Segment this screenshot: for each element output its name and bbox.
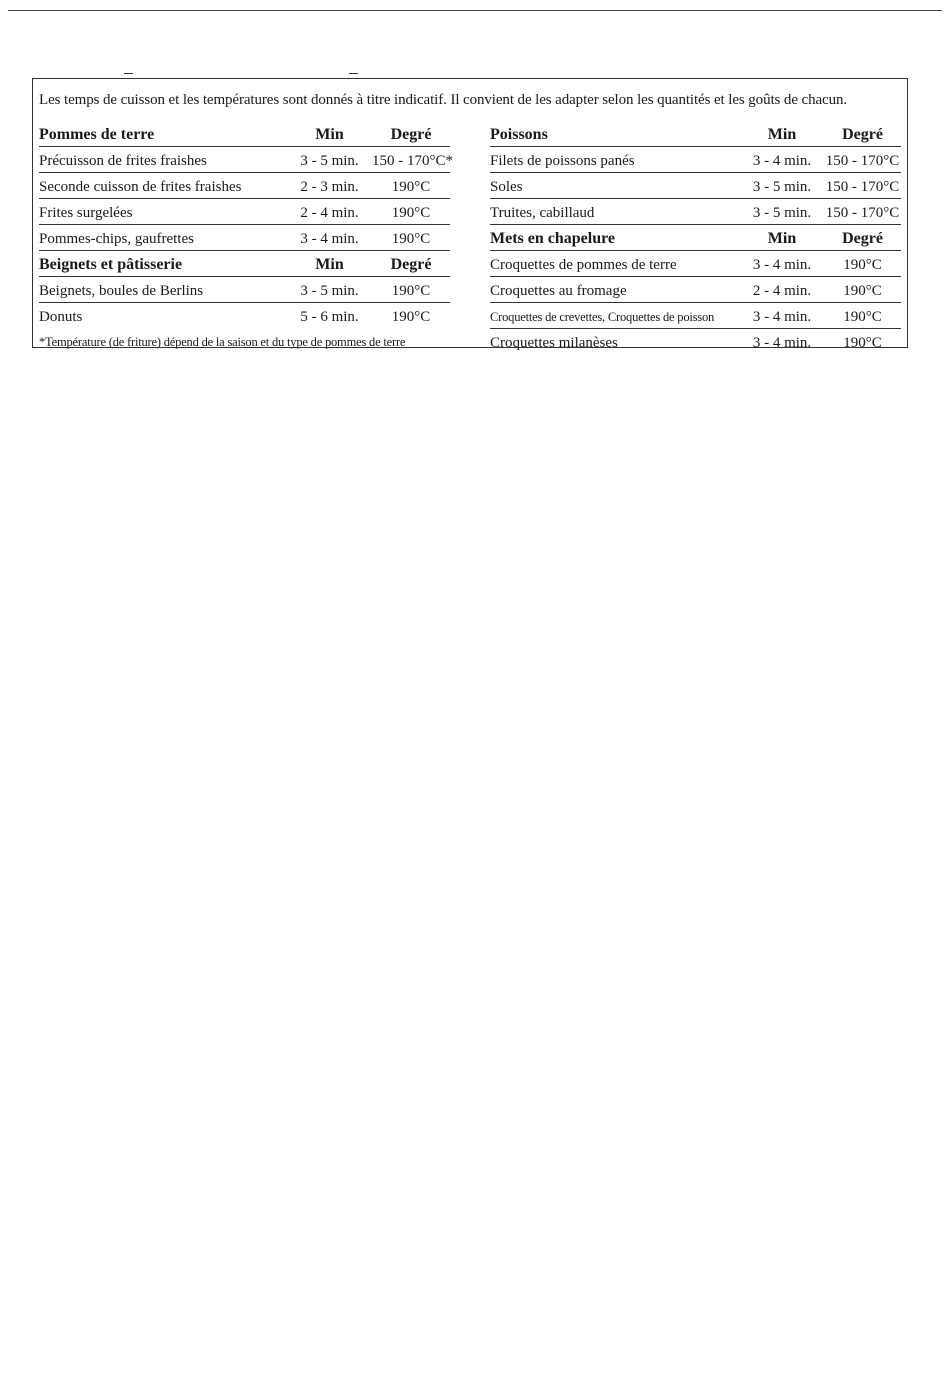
- section-header-beignets: [39, 251, 450, 277]
- table-row: [39, 199, 450, 225]
- item-temperature: 190°C: [824, 251, 901, 277]
- column-header-min: Min: [740, 225, 824, 251]
- item-temperature: 190°C: [824, 303, 901, 329]
- column-header-degre: Degré: [372, 121, 450, 147]
- table-row: [490, 277, 901, 303]
- column-header-min: Min: [287, 251, 372, 277]
- item-temperature: 190°C: [372, 199, 450, 225]
- item-time: 3 - 4 min.: [752, 335, 812, 351]
- item-temperature: 190°C: [391, 309, 431, 325]
- item-temperature: 190°C: [372, 277, 450, 303]
- column-header-degre: Degré: [824, 225, 901, 251]
- column-header-degre: Degré: [824, 121, 901, 147]
- section-title: Pommes de terre: [39, 121, 287, 147]
- item-temperature: 150 - 170°C*: [372, 147, 450, 173]
- section-header-mets-en-chapelure: [490, 225, 901, 251]
- item-name: Précuisson de frites fraishes: [39, 147, 287, 173]
- item-time: 3 - 4 min.: [740, 303, 824, 329]
- item-name: Croquettes de crevettes, Croquettes de poisson: [490, 303, 740, 329]
- table-row: [39, 147, 450, 173]
- item-time: 2 - 3 min.: [287, 173, 372, 199]
- table-row: [490, 199, 901, 225]
- column-header-min: Min: [740, 121, 824, 147]
- table-row: [39, 277, 450, 303]
- table-row: [39, 173, 450, 199]
- column-header-degre: Degré: [372, 251, 450, 277]
- item-time: 3 - 4 min.: [740, 251, 824, 277]
- item-time: 3 - 4 min.: [287, 225, 372, 251]
- section-title: Beignets et pâtisserie: [39, 251, 287, 277]
- item-name: Pommes-chips, gaufrettes: [39, 225, 287, 251]
- item-name: Soles: [490, 173, 740, 199]
- item-time: 2 - 4 min.: [287, 199, 372, 225]
- item-time: 3 - 5 min.: [287, 277, 372, 303]
- table-row: [490, 173, 901, 199]
- column-header-min: Min: [287, 121, 372, 147]
- section-header-poissons: [490, 121, 901, 147]
- item-time: 3 - 5 min.: [740, 173, 824, 199]
- item-temperature: 190°C: [824, 277, 901, 303]
- left-cooking-table: [39, 121, 453, 353]
- table-row: [39, 303, 450, 329]
- item-name: Croquettes au fromage: [490, 277, 740, 303]
- item-name: Croquettes de pommes de terre: [490, 251, 740, 277]
- item-name: Croquettes milanèses: [490, 335, 618, 351]
- table-row: [39, 225, 450, 251]
- right-cooking-table: [490, 121, 901, 354]
- crop-mark: [124, 73, 133, 74]
- item-time: 3 - 5 min.: [287, 147, 372, 173]
- intro-text: Les temps de cuisson et les températures sont donnés à titre indicatif. Il convient de les adapter selon les quantités et les goûts de chacun.: [39, 92, 848, 108]
- item-time: 3 - 5 min.: [740, 199, 824, 225]
- table-row: [490, 251, 901, 277]
- item-name: Donuts: [39, 309, 83, 325]
- table-row: [490, 147, 901, 173]
- item-temperature: 150 - 170°C: [824, 173, 901, 199]
- crop-mark: [349, 73, 358, 74]
- item-time: 2 - 4 min.: [740, 277, 824, 303]
- item-name: Frites surgelées: [39, 199, 287, 225]
- item-temperature: 190°C: [372, 173, 450, 199]
- section-title: Mets en chapelure: [490, 225, 740, 251]
- item-temperature: 190°C: [843, 335, 882, 351]
- item-time: 3 - 4 min.: [740, 147, 824, 173]
- section-title: Poissons: [490, 121, 740, 147]
- item-name: Seconde cuisson de frites fraishes: [39, 173, 287, 199]
- item-temperature: 190°C: [372, 225, 450, 251]
- item-name: Truites, cabillaud: [490, 199, 740, 225]
- item-time: 5 - 6 min.: [300, 309, 359, 325]
- table-row: [490, 303, 901, 329]
- section-header-pommes-de-terre: [39, 121, 450, 147]
- item-temperature: 150 - 170°C: [824, 147, 901, 173]
- footnote: *Température (de friture) dépend de la saison et du type de pommes de terre: [39, 335, 406, 349]
- table-row: [490, 329, 901, 355]
- footnote-row: [39, 328, 450, 353]
- item-name: Beignets, boules de Berlins: [39, 277, 287, 303]
- page-top-rule: [8, 10, 942, 11]
- item-name: Filets de poissons panés: [490, 147, 740, 173]
- item-temperature: 150 - 170°C: [824, 199, 901, 225]
